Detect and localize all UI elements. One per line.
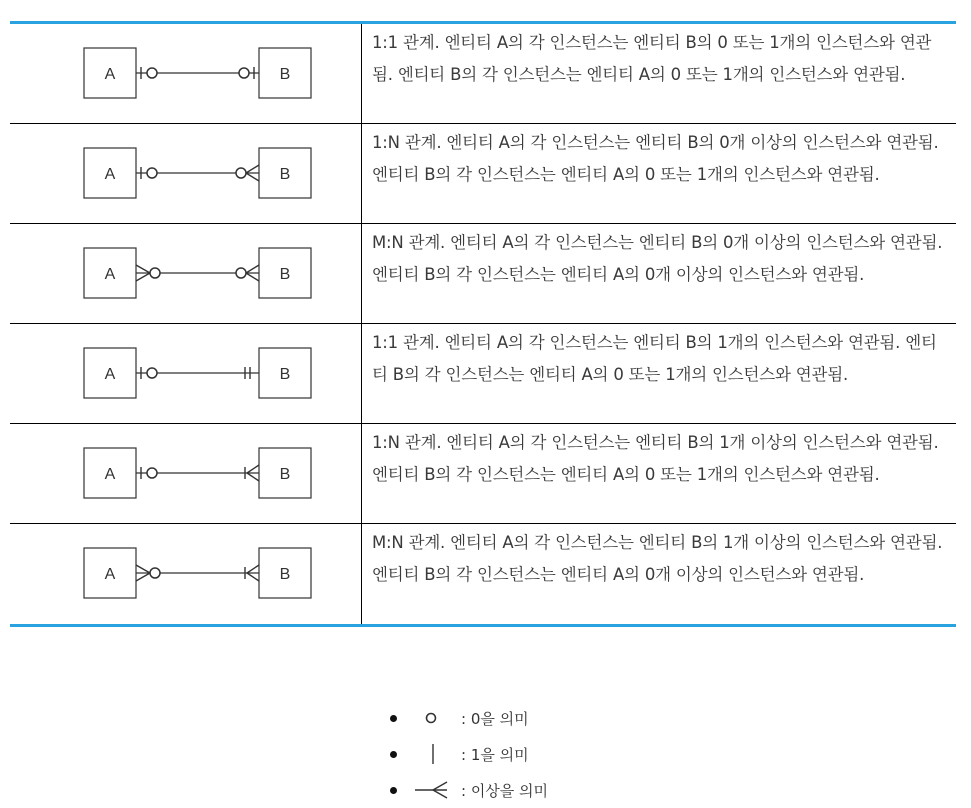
diagram-cell <box>10 124 362 223</box>
entity-label-b: B <box>279 366 291 383</box>
relationship-diagram <box>10 124 362 224</box>
bullet-icon <box>390 715 397 722</box>
description-cell: M:N 관계. 엔티티 A의 각 인스턴스는 엔티티 B의 0개 이상의 인스턴스와 연관됨. 엔티티 B의 각 인스턴스는 엔티티 A의 0개 이상의 인스턴스와 연관됨. <box>372 233 943 284</box>
relationship-diagram <box>10 324 362 424</box>
entity-label-b: B <box>279 266 291 283</box>
bullet-icon <box>390 751 397 758</box>
table-row <box>10 124 956 224</box>
legend-label: : 0을 의미 <box>461 709 529 728</box>
entity-label-a: A <box>104 466 116 483</box>
entity-label-b: B <box>279 66 291 83</box>
entity-label-a: A <box>104 566 116 583</box>
legend-item-one <box>390 736 548 772</box>
diagram-cell <box>10 524 362 624</box>
entity-label-b: B <box>279 466 291 483</box>
table-row <box>10 224 956 324</box>
entity-label-a: A <box>104 66 116 83</box>
crowsfoot-many-icon <box>409 780 461 800</box>
relationship-diagram <box>10 24 362 124</box>
diagram-cell <box>10 224 362 323</box>
legend <box>390 700 548 808</box>
diagram-cell <box>10 424 362 523</box>
description-cell: M:N 관계. 엔티티 A의 각 인스턴스는 엔티티 B의 1개 이상의 인스턴스와 연관됨. 엔티티 B의 각 인스턴스는 엔티티 A의 0개 이상의 인스턴스와 연관됨. <box>372 533 943 584</box>
legend-label: : 1을 의미 <box>461 745 529 764</box>
notation-table <box>10 21 956 627</box>
relationship-diagram <box>10 224 362 324</box>
legend-label: : 이상을 의미 <box>461 781 549 800</box>
entity-label-a: A <box>104 166 116 183</box>
table-row <box>10 424 956 524</box>
description-cell: 1:N 관계. 엔티티 A의 각 인스턴스는 엔티티 B의 1개 이상의 인스턴스와 연관됨. 엔티티 B의 각 인스턴스는 엔티티 A의 0 또는 1개의 인스턴스와 연관됨. <box>372 433 939 484</box>
bullet-icon <box>390 787 397 794</box>
entity-label-b: B <box>279 166 291 183</box>
description-cell: 1:1 관계. 엔티티 A의 각 인스턴스는 엔티티 B의 1개의 인스턴스와 연관됨. 엔티티 B의 각 인스턴스는 엔티티 A의 0 또는 1개의 인스턴스와 연관됨. <box>372 333 937 384</box>
relationship-diagram <box>10 424 362 524</box>
bar-one-icon <box>409 744 461 764</box>
table-row <box>10 24 956 124</box>
description-cell: 1:1 관계. 엔티티 A의 각 인스턴스는 엔티티 B의 0 또는 1개의 인스턴스와 연관됨. 엔티티 B의 각 인스턴스는 엔티티 A의 0 또는 1개의 인스턴스와 연관됨. <box>372 33 932 84</box>
circle-zero-icon <box>409 708 461 728</box>
diagram-cell <box>10 24 362 123</box>
legend-item-many <box>390 772 548 808</box>
description-cell: 1:N 관계. 엔티티 A의 각 인스턴스는 엔티티 B의 0개 이상의 인스턴스와 연관됨. 엔티티 B의 각 인스턴스는 엔티티 A의 0 또는 1개의 인스턴스와 연관됨. <box>372 133 939 184</box>
legend-item-zero <box>390 700 548 736</box>
table-row <box>10 524 956 624</box>
table-row <box>10 324 956 424</box>
entity-label-a: A <box>104 366 116 383</box>
diagram-cell <box>10 324 362 423</box>
entity-label-b: B <box>279 566 291 583</box>
entity-label-a: A <box>104 266 116 283</box>
relationship-diagram <box>10 524 362 624</box>
